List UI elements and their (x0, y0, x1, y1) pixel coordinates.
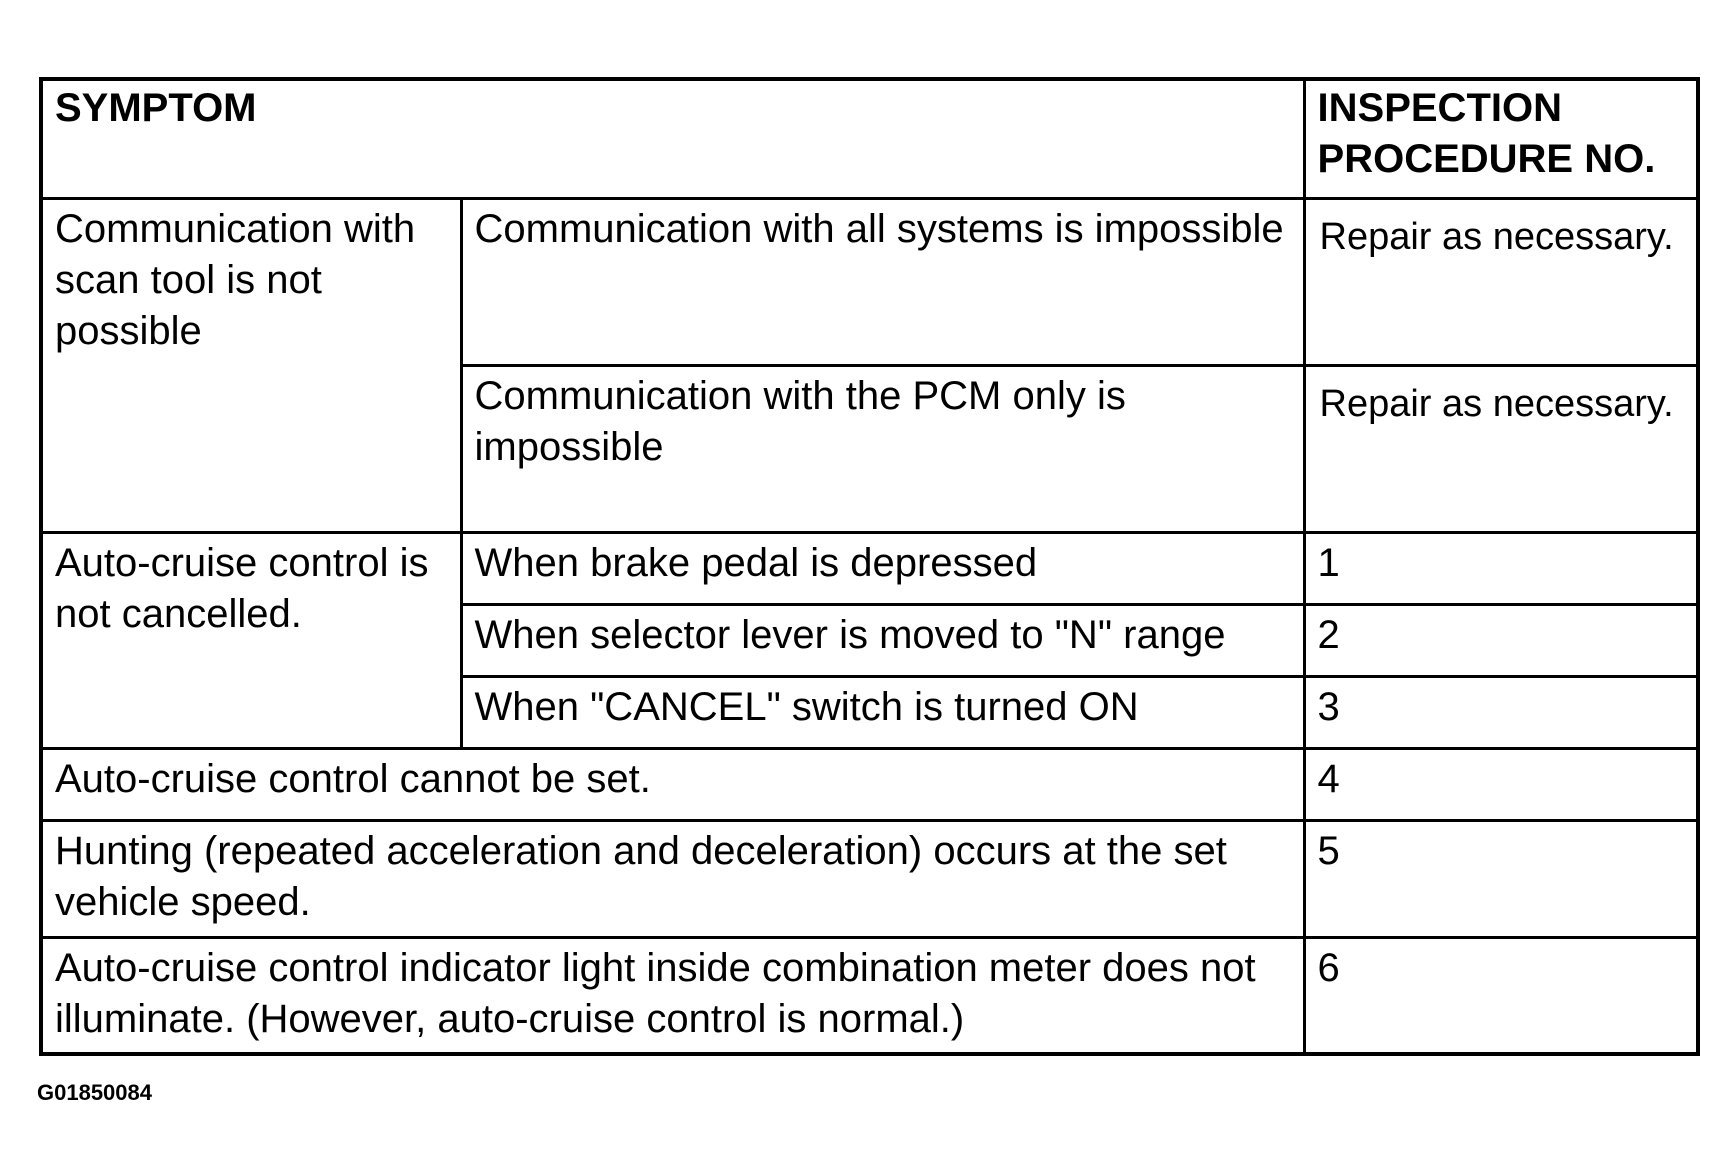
procedure-cell: 1 (1304, 532, 1698, 604)
symptom-cell: Auto-cruise control cannot be set. (41, 748, 1304, 820)
header-row (41, 79, 1698, 198)
procedure-cell: 5 (1304, 820, 1698, 937)
condition-cell: When selector lever is moved to "N" range (461, 604, 1304, 676)
symptom-header: SYMPTOM (41, 79, 1304, 198)
procedure-cell: Repair as necessary. (1304, 198, 1698, 365)
procedure-header: INSPECTION PROCEDURE NO. (1304, 79, 1698, 198)
table-row (41, 198, 1698, 365)
condition-cell: Communication with the PCM only is impossible (461, 365, 1304, 532)
symptom-cell: Hunting (repeated acceleration and deceleration) occurs at the set vehicle speed. (41, 820, 1304, 937)
symptom-group-cell: Auto-cruise control is not cancelled. (41, 532, 461, 748)
procedure-cell: 3 (1304, 676, 1698, 748)
symptom-group-cell: Communication with scan tool is not possible (41, 198, 461, 532)
figure-id: G01850084 (37, 1080, 152, 1105)
procedure-cell: Repair as necessary. (1304, 365, 1698, 532)
condition-cell: When brake pedal is depressed (461, 532, 1304, 604)
table-row (41, 937, 1698, 1054)
table-row (41, 532, 1698, 604)
procedure-cell: 4 (1304, 748, 1698, 820)
symptom-cell: Auto-cruise control indicator light inside combination meter does not illuminate. (However, auto-cruise control is normal.) (41, 937, 1304, 1054)
condition-cell: Communication with all systems is impossible (461, 198, 1304, 365)
table-row (41, 748, 1698, 820)
symptom-table (39, 77, 1700, 1056)
table-row (41, 820, 1698, 937)
procedure-cell: 2 (1304, 604, 1698, 676)
procedure-cell: 6 (1304, 937, 1698, 1054)
condition-cell: When "CANCEL" switch is turned ON (461, 676, 1304, 748)
